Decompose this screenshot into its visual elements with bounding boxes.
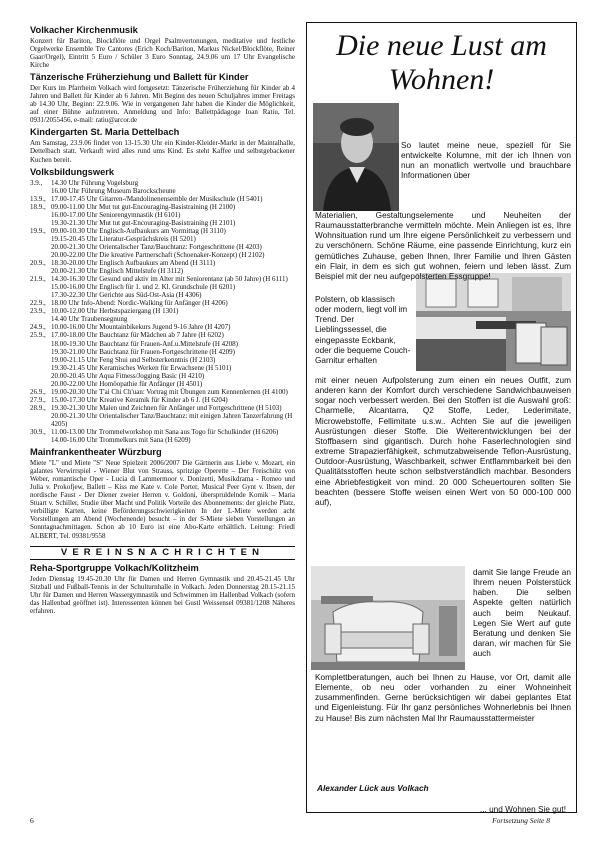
schedule-row bbox=[30, 283, 295, 291]
schedule-event: 19.30-21.30 Uhr Mut tut gut-Encouraging-Basistraining (H 2101) bbox=[51, 218, 236, 227]
schedule-row bbox=[30, 331, 295, 339]
schedule-row bbox=[30, 251, 295, 259]
section-title-volksbildungswerk: Volksbildungswerk bbox=[30, 166, 115, 177]
column-text-beratung: damit Sie lange Freude an Ihrem neuen Polsterstück haben. Die selben Aspekte gelten natürlich auch beim Neukauf. Legen Sie Wert auf gute Beratung und denken Sie daran, wir machen für Sie auch bbox=[473, 568, 571, 659]
schedule-event: 14.40 Uhr Traubensegnung bbox=[51, 315, 128, 324]
section-title-kirchenmusik: Volkacher Kirchenmusik bbox=[30, 25, 138, 35]
schedule-date: 30.9., bbox=[30, 428, 46, 437]
schedule-date bbox=[30, 291, 51, 299]
schedule-event: 20.00-22.00 Uhr Homöopathie für Anfänger (H 4501) bbox=[51, 379, 203, 388]
schedule-event: 17.30-22.30 Uhr Gerichte aus Süd-Ost-Asia (H 4306) bbox=[51, 291, 202, 300]
schedule-event: 09.00-11.00 Uhr Mut tut gut-Encouraging-Basistraining (H 2100) bbox=[51, 202, 236, 211]
schedule-date bbox=[30, 412, 51, 428]
schedule-date: 22.9., bbox=[30, 299, 46, 308]
schedule-date bbox=[30, 251, 51, 259]
column-text-stoffe: mit einer neuen Aufpolsterung zum einen ein neues Outfit, zum anderen kann der Komfort durch verschiedene Sandwichbauweisen sogar noch verbessert werden. Bei den Stoffen ist die Auswahl groß: Charmelle, Alcantarra, Q2 Stoffe, Leder, Lederimitate, Microwebstoffe, Fellimitate u.s.w.. Achten Sie auf die jeweiligen Ausrüstungen dieser Stoffe. Die Weiterentwicklungen bei der Stoffbasern sind gigantisch. Durch hohe Faserlechnologien sind extreme Strapazierfähigkeit, schmutzabweisende Teflon-Ausrüstung, Outdoor-Ausrüstung, Waschbarkeit, schwer Entflammbarkeit bei den Qualitätsstoffen heute schon selbstverständlich machbar. Besonders eine Abriebfestigkeit von mind. 20 000 Scheuertouren sollten Sie beachten (bessere Stoffe weisen einen Wert von 50 000-100 000 auf), bbox=[315, 376, 571, 507]
schedule-row bbox=[30, 404, 295, 412]
schedule-date bbox=[30, 235, 51, 243]
schedule-row bbox=[30, 388, 295, 396]
schedule-date bbox=[30, 187, 51, 195]
schedule-row bbox=[30, 211, 295, 219]
schedule-date bbox=[30, 436, 51, 444]
schedule-date bbox=[30, 219, 51, 227]
column-text-komplettberatung: Komplettberatungen, auch bei Ihnen zu Hause, vor Ort, damit alle Elemente, ob neu oder vorhanden zu einer Wohneinheit zusammenfinden. Gerne berücksichtigen wir dabei geplantes Etat und Eigenleistung. Für Ihr ganz persönliches Wohnerlebnis bei Ihnen zu Hause! Bis zum nächsten Mal Ihr Raumausstattermeister bbox=[315, 673, 571, 723]
schedule-date: 28.9., bbox=[30, 403, 46, 412]
schedule-event: 18.00 Uhr Info-Abend: Nordic-Walking für Anfänger (H 4206) bbox=[51, 299, 228, 308]
schedule-row bbox=[30, 436, 295, 444]
section-title-reha: Reha-Sportgruppe Volkach/Kolitzheim bbox=[30, 562, 199, 573]
schedule-event: 19.30-21.45 Uhr Keramisches Werken für Erwachsene (H 5101) bbox=[51, 363, 232, 372]
schedule-row bbox=[30, 315, 295, 323]
schedule-event: 16.00 Uhr Führung Museum Barockscheune bbox=[51, 186, 176, 195]
schedule-event: 15.00-16.00 Uhr Englisch für 1. und 2. Kl. Grundschule (H 6201) bbox=[51, 283, 236, 292]
schedule-date bbox=[30, 283, 51, 291]
schedule-event: 19.15-20.45 Uhr Literatur-Gesprächskreis (H 5201) bbox=[51, 234, 196, 243]
section-body-reha: Jeden Dienstag 19.45-20.30 Uhr für Damen und Herren Gymnastik und 20.45-21.45 Uhr Sitzball und Fußball-Tennis in der Schulturnhalle in Volkach. Jeden Donnerstag 20.15-21.15 Uhr für Damen und Herren Wassergymnastik und Schwimmen im Hallenbad Volkach (sofern das Hallenbad geöffnet ist). Interessenten können bei Gustl Weissensel 09381/1208 Näheres erfahren. bbox=[30, 574, 295, 615]
schedule-date: 21.9., bbox=[30, 275, 46, 284]
schedule-date: 13.9., bbox=[30, 194, 46, 203]
schedule-event: 18.00-19.30 Uhr Bauchtanz für Frauen-Anf.u.Mittelstufe (H 4208) bbox=[51, 339, 239, 348]
schedule-date: 26.9., bbox=[30, 387, 46, 396]
schedule-row bbox=[30, 412, 295, 428]
schedule-row bbox=[30, 227, 295, 235]
schedule-date bbox=[30, 356, 51, 364]
schedule-date bbox=[30, 211, 51, 219]
schedule-event: 17.00-18.00 Uhr Bauchtanz für Mädchen ab 7 Jahre (H 6202) bbox=[51, 331, 224, 340]
schedule-date bbox=[30, 348, 51, 356]
left-column bbox=[30, 22, 295, 615]
section-title-theater: Mainfrankentheater Würzburg bbox=[30, 447, 162, 458]
column-box bbox=[306, 22, 577, 813]
schedule-row bbox=[30, 396, 295, 404]
schedule-row bbox=[30, 307, 295, 315]
schedule-event: 20.00-21.30 Uhr Englisch Mittelstufe (H 3112) bbox=[51, 267, 184, 276]
schedule-row bbox=[30, 235, 295, 243]
column-text-polstern: Polstern, ob klassisch oder modern, liegt voll im Trend. Der Lieblingssessel, die eingepasste Eckbank, oder die bequeme Couch-Garnitur erhalten bbox=[315, 295, 411, 365]
schedule-event: 18.30-20.00 Uhr Englisch Aufbaukurs am Abend (H 3111) bbox=[51, 259, 216, 268]
section-body-ballett: Der Kurs im Pfarrheim Volkach wird fortgesetzt: Tänzerische Früherziehung für Kinder ab 4 Jahren und Ballett für Kinder ab 6 Jahren. Mit Beginn des neuen Schuljahres immer Freitags ab 14.30 Uhr, Beginn: 22.9.06. Wie in vergangenen Jahr haben die Kinder die Möglichkeit, auf einer Bühne aufzutreten. Anmeldung und Info: Ballettpädagoge Ioan Ratiu, Tel. 0931/2055456, e-mail: ratiu@arcor.de bbox=[30, 84, 295, 125]
continued-note: Fortsetzung Seite 8 bbox=[492, 816, 550, 825]
schedule-event: 14.00-16.00 Uhr Trommelkurs mit Sana (H 6209) bbox=[51, 436, 191, 445]
section-body-kirchenmusik: Konzert für Bariton, Blockflöte und Orgel Psalmvertonungen, meditative und festliche Orgelwerke Ensemble Tre Cantores (Erich Koch/Bariton, Markus Nickel/Blockflöte, Reiner Gaar/Orgel), Eintritt 5 Euro / Schüler 3 Euro Sonntag, 24.9.06 um 17 Uhr Evangelische Kirche bbox=[30, 37, 295, 70]
section-body-theater: Miete "L" und Miete "S" Neue Spielzeit 2006/2007 Die Gärtnerin aus Liebe v. Mozart, ein galantes Verwirrspiel - Wiener Blut von Strauss, spritzige Operette – Der Freischütz von Weber, romantische Oper - Lucia di Lammermoor v. Donizetti, Musikdrama - Romeo und Julia v. Prokofjew, Ballett – Kiss me Kate v. Cole Porter, Musical Peer Gynt v. Ibsen, der nordische Faust - Der Diener zweier Herren v. Goldoni, überspruldelnde Komik – Maria Stuart v. Schiller, Studie über Macht und Politik Vorteile des Abonnements: der gleiche Platz, verbilligte Karten, keine Beförderungsschwierigkeiten In der L-Miete werden acht Vorstellungen am Abend (Wochenende) besucht – in der S-Miete sieben Vorstellungen an Sonntagnachmittagen. Schon ab 10 Euro ist eine Abo-Karte erhältlich. Leitung: Friedl ALBERT, Tel. 09381/9558 bbox=[30, 459, 295, 540]
schedule-row bbox=[30, 267, 295, 275]
schedule-event: 10.00-12.00 Uhr Herbstspaziergang (H 1301) bbox=[51, 307, 179, 316]
schedule-event: 20.00-20.45 Uhr Aqua Fitness/Jogging Basic (H 4210) bbox=[51, 371, 205, 380]
schedule-row bbox=[30, 219, 295, 227]
schedule-event: 14.30-16.30 Uhr Gesund und aktiv im Alter mit Seniorentanz (ab 50 Jahre) (H 6111) bbox=[51, 275, 288, 284]
schedule-event: 14.30 Uhr Führung Vogelsburg bbox=[51, 178, 139, 187]
schedule-row bbox=[30, 428, 295, 436]
schedule-date: 23.9., bbox=[30, 307, 46, 316]
schedule-row bbox=[30, 187, 295, 195]
schedule-date: 27.9., bbox=[30, 395, 46, 404]
schedule-date bbox=[30, 243, 51, 251]
schedule-row bbox=[30, 291, 295, 299]
schedule-row bbox=[30, 323, 295, 331]
schedule-date: 24.9., bbox=[30, 323, 46, 332]
schedule-event: 10.00-16.00 Uhr Mountainbikekurs Jugend 9-16 Jahre (H 4207) bbox=[51, 323, 231, 332]
schedule-date bbox=[30, 315, 51, 323]
column-title-line2: Wohnen! bbox=[388, 63, 495, 96]
schedule-date bbox=[30, 364, 51, 372]
column-text-main: Materialien, Gestaltungselemente und Neuheiten der Raumausstatterbranche vermitteln möchte. Mein Anliegen ist es, Ihre Wohnsituation rund um Ihre eigene Persönlichkeit zu verbessern und zu verschönern. Schöne Räume, eine passende Einrichtung, kurz ein gemütliches Zuhause, geben Ihnen, Ihrer Familie und Ihren Gästen ein Flair, in dem es sich gut wohnen, feiern und leben lässt. Zum Beispiel mit der neu aufgepolsterten Essgruppe! bbox=[315, 211, 571, 281]
schedule-date: 20.9., bbox=[30, 259, 46, 268]
dining-set-photo bbox=[416, 273, 571, 371]
author-portrait-photo bbox=[313, 103, 399, 211]
schedule-row bbox=[30, 179, 295, 187]
schedule-date: 19.9., bbox=[30, 226, 46, 235]
schedule-event: 19.30-21.00 Uhr Bauchtanz für Frauen-Fortgeschrittene (H 4209) bbox=[51, 347, 235, 356]
schedule-date bbox=[30, 340, 51, 348]
schedule-event: 15.00-17.30 Uhr Kreative Keramik für Kinder ab 6 J. (H 6204) bbox=[51, 395, 228, 404]
page-number: 6 bbox=[30, 816, 34, 825]
schedule-event: 20.00-21.30 Uhr Orientalischer Tanz/Bauchtanz: mit einigen Jahren Tanzerfahrung (H 4205) bbox=[51, 411, 293, 428]
schedule-date: 18.9., bbox=[30, 202, 46, 211]
schedule-event: 09.00-10.30 Uhr Englisch-Aufbaukurs am Vormittag (H 3110) bbox=[51, 226, 226, 235]
schedule-date bbox=[30, 372, 51, 380]
schedule-event: 17.00-17.45 Uhr Gitarren-/Mandolinenensemble der Musikschule (H 5401) bbox=[51, 194, 263, 203]
schedule-row bbox=[30, 340, 295, 348]
schedule-date bbox=[30, 267, 51, 275]
column-closing: ... und Wohnen Sie gut! bbox=[479, 805, 566, 814]
schedule-event: 16.00-17.00 Uhr Seniorengymnastik (H 6101) bbox=[51, 210, 181, 219]
schedule-event: 20.00-22.00 Uhr Die kreative Partnerschaft (Schoenaker-Konzept) (H 2102) bbox=[51, 250, 265, 259]
schedule-row bbox=[30, 356, 295, 364]
schedule-date bbox=[30, 380, 51, 388]
schedule-event: 20.00-21.30 Uhr Orientalischer Tanz/Bauchtanz: Fortgeschrittene (H 4203) bbox=[51, 242, 262, 251]
schedule-row bbox=[30, 259, 295, 267]
schedule-event: 19.30-21.30 Uhr Malen und Zeichnen für Anfänger und Fortgeschrittene (H 5103) bbox=[51, 403, 282, 412]
armchair-photo bbox=[311, 566, 465, 670]
schedule-row bbox=[30, 372, 295, 380]
schedule-row bbox=[30, 348, 295, 356]
schedule-row bbox=[30, 299, 295, 307]
author-signature: Alexander Lück aus Volkach bbox=[317, 784, 429, 793]
column-text-intro: So lautet meine neue, speziell für Sie entwickelte Kolumne, mit der ich Ihnen von nun an monatlich wertvolle und brauchbare Informationen über bbox=[401, 141, 571, 181]
schedule-row bbox=[30, 380, 295, 388]
schedule-list bbox=[30, 179, 295, 445]
section-title-ballett: Tänzerische Früherziehung und Ballett für Kinder bbox=[30, 72, 249, 83]
schedule-row bbox=[30, 195, 295, 203]
schedule-event: 19.00-21.15 Uhr Feng Shui und Selbsterkenntnis (H 2103) bbox=[51, 355, 216, 364]
schedule-row bbox=[30, 203, 295, 211]
schedule-event: 19.00-20.30 Uhr T'ai Chi Ch'uan: Vortrag mit Übungen zum Kennenlernen (H 4100) bbox=[51, 387, 288, 396]
schedule-event: 11.00-13.00 Uhr Trommelworkshop mit Sana aus Togo für Schulkinder (H 6206) bbox=[51, 428, 279, 437]
schedule-date: 25.9., bbox=[30, 331, 46, 340]
column-title-line1: Die neue Lust am bbox=[336, 29, 547, 62]
schedule-row bbox=[30, 243, 295, 251]
schedule-row bbox=[30, 364, 295, 372]
section-title-kindergarten: Kindergarten St. Maria Dettelbach bbox=[30, 127, 180, 138]
section-body-kindergarten: Am Samstag, 23.9.06 findet von 13-15.30 Uhr ein Kinder-Kleider-Markt in der Maintalhalle, Dettelbach statt. Verkauft wird alles rund ums Kind. Es steht Kaffee und selbstgebackener Kuchen bereit. bbox=[30, 139, 295, 164]
schedule-date: 3.9., bbox=[30, 178, 43, 187]
schedule-row bbox=[30, 275, 295, 283]
vereinsnachrichten-banner: VEREINSNACHRICHTEN bbox=[30, 546, 295, 560]
